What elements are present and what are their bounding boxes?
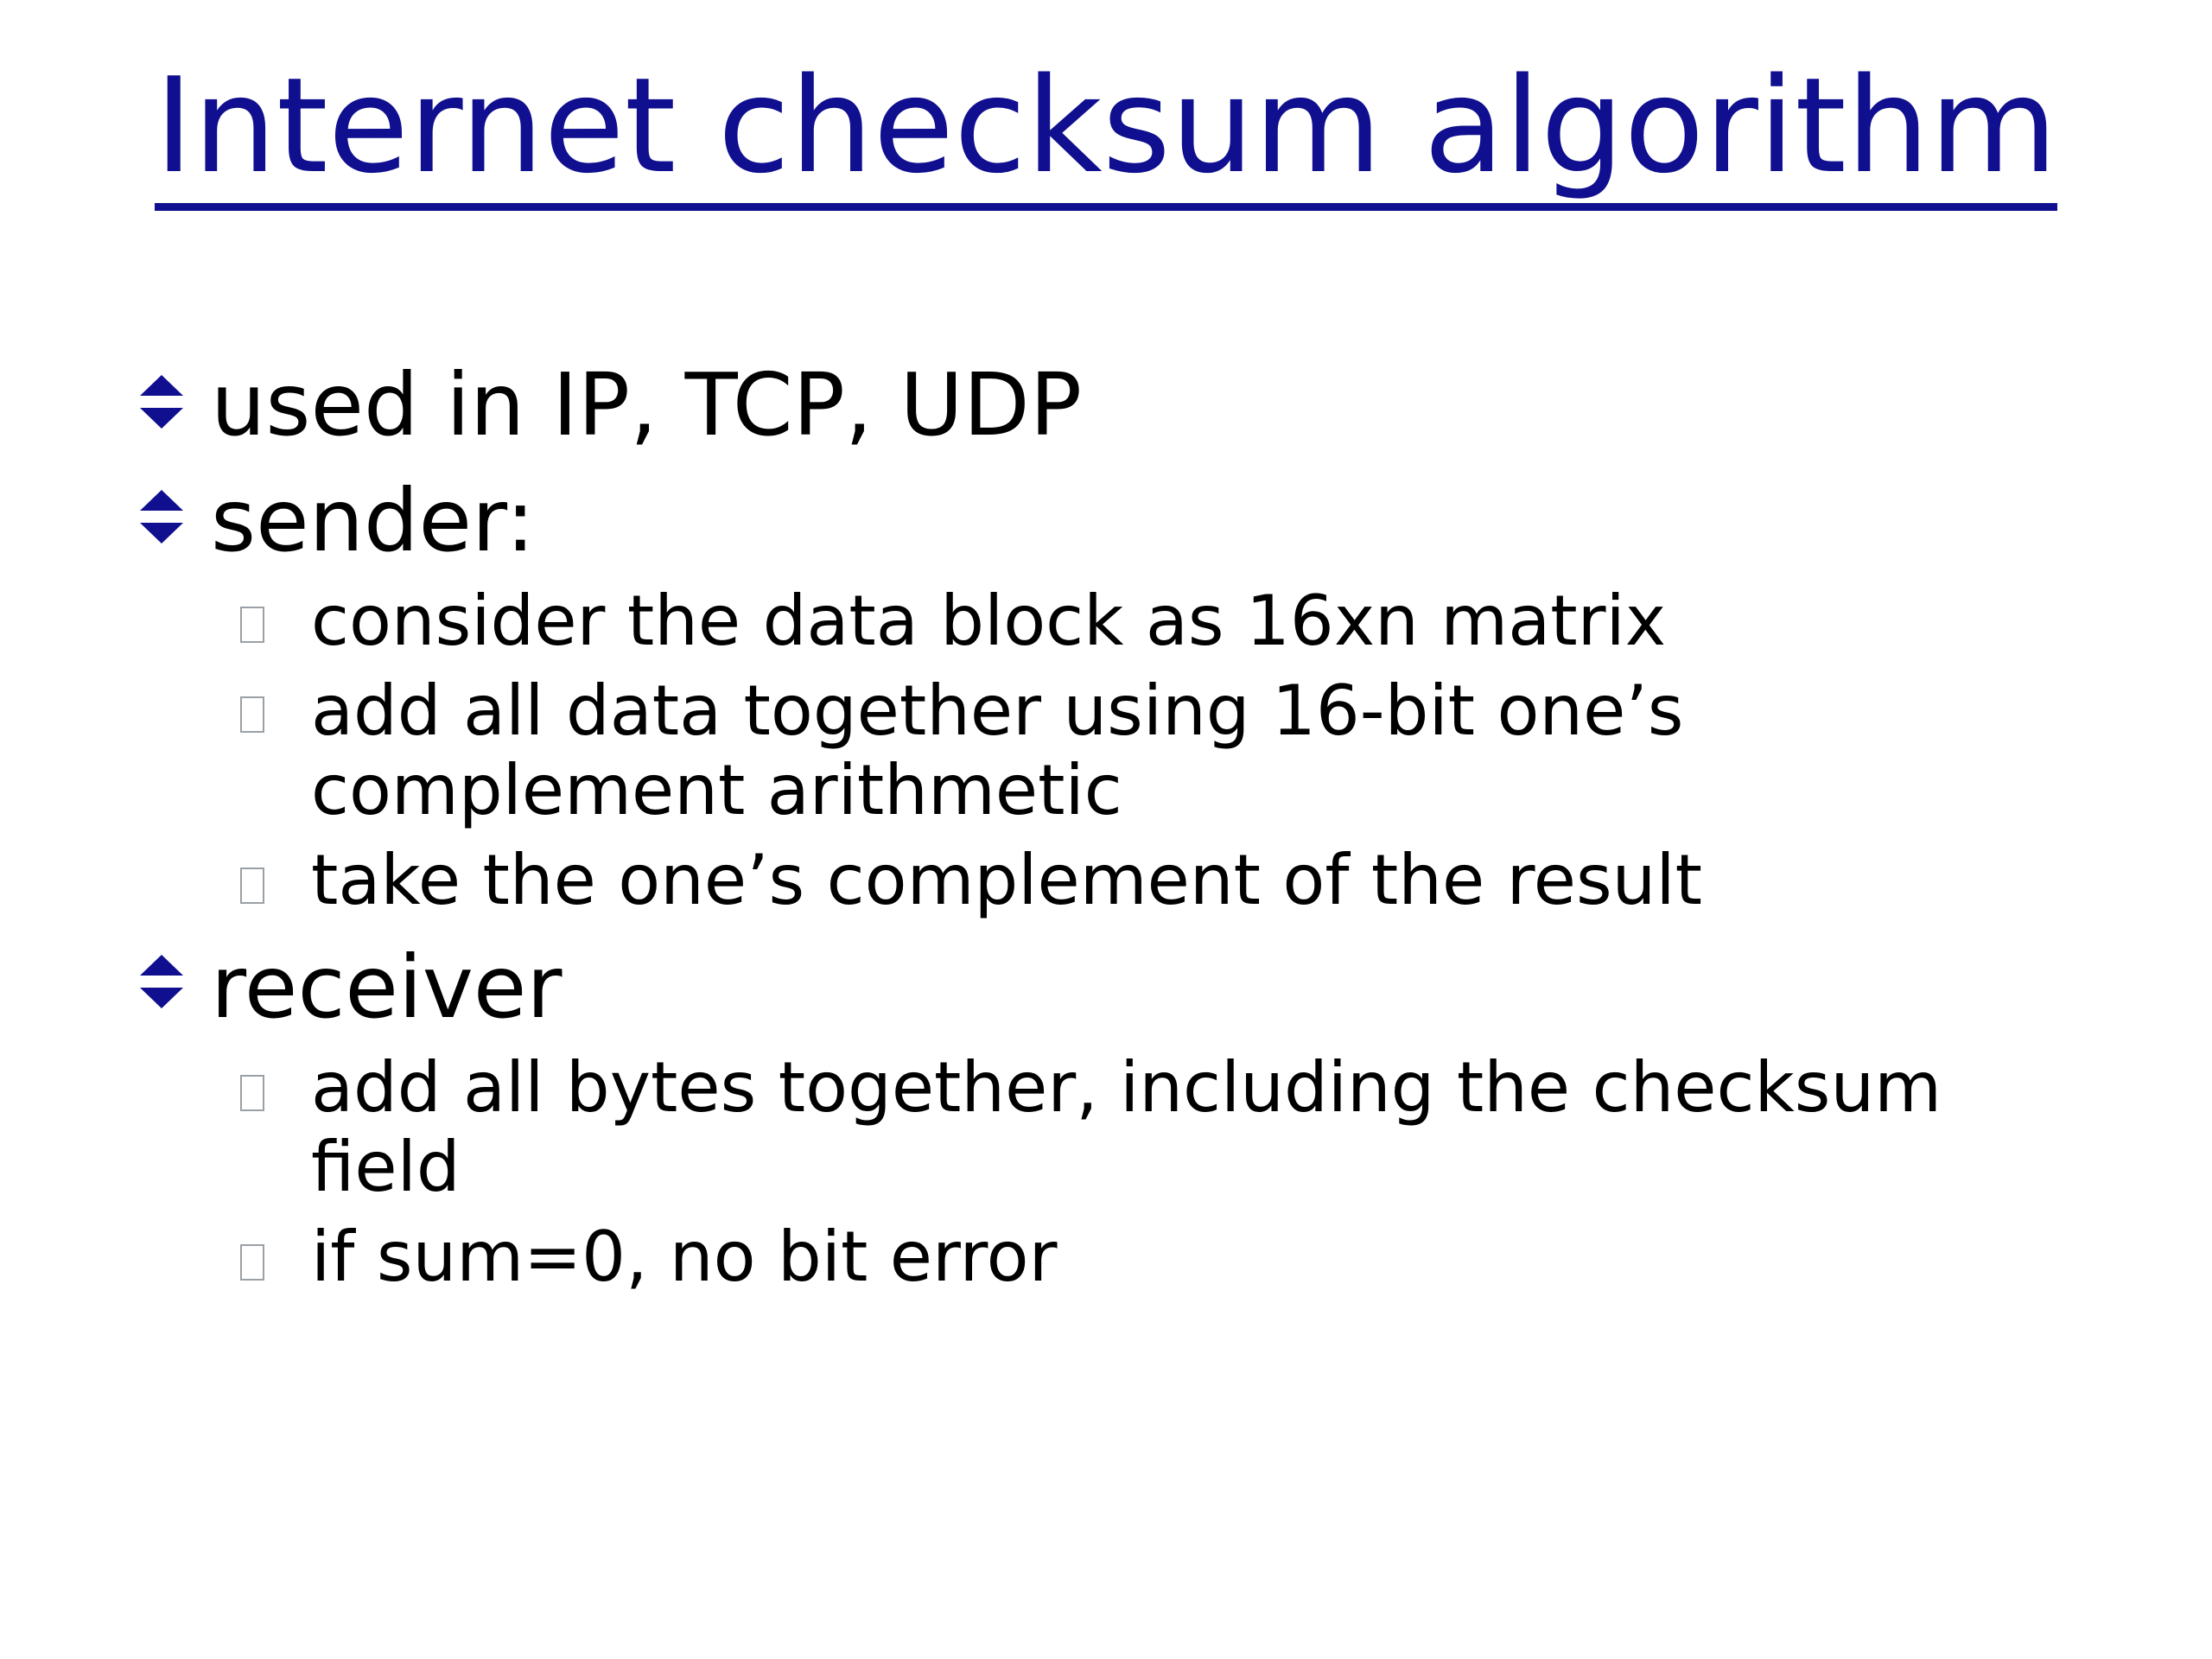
empty-square-icon	[240, 1244, 264, 1281]
bullet-sender: sender:	[211, 470, 536, 571]
slide-title-text: Internet checksum algorithm	[155, 54, 2057, 211]
diamond-arrows-icon	[138, 953, 185, 1010]
empty-square-icon	[240, 1075, 264, 1111]
diamond-arrows-icon	[138, 373, 185, 430]
empty-square-icon	[240, 868, 264, 904]
sender-step-complement: take the one’s complement of the result	[311, 840, 1702, 920]
sender-step-consider: consider the data block as 16xn matrix	[311, 581, 1667, 661]
sender-step-add-line1: add all data together using 16-bit one’s	[311, 671, 1684, 751]
empty-square-icon	[240, 607, 264, 643]
bullet-used-in: used in IP, TCP, UDP	[211, 354, 1083, 455]
receiver-step-add-line2: field	[311, 1127, 461, 1207]
slide-title	[0, 49, 2212, 211]
diamond-arrows-icon	[138, 488, 185, 545]
sender-step-add-line2: complement arithmetic	[311, 750, 1122, 830]
receiver-step-add-line1: add all bytes together, including the checksum	[311, 1047, 1942, 1128]
receiver-step-check: if sum=0, no bit error	[311, 1217, 1058, 1297]
bullet-receiver: receiver	[211, 937, 563, 1038]
empty-square-icon	[240, 696, 264, 733]
